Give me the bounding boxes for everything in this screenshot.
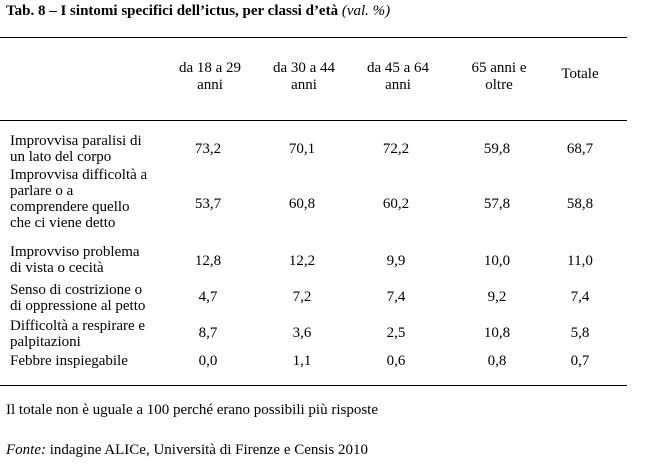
table-cell: 53,7: [194, 196, 222, 212]
table-cell: 7,2: [292, 289, 312, 305]
table-cell: 73,2: [194, 141, 222, 157]
row-label-costrizione-petto: Senso di costrizione o di oppressione al petto: [10, 282, 146, 314]
bottom-rule: [0, 385, 627, 386]
table-cell: 57,8: [483, 196, 511, 212]
table-cell: 0,8: [487, 353, 507, 369]
table-cell: 7,4: [386, 289, 406, 305]
table-cell: 5,8: [570, 325, 590, 341]
top-rule: [0, 37, 627, 38]
table-cell: 11,0: [567, 253, 593, 269]
table-cell: 60,8: [288, 196, 316, 212]
table-cell: 72,2: [382, 141, 410, 157]
row-label-paralisi: Improvvisa paralisi di un lato del corpo: [10, 133, 142, 165]
col-header-45-64: da 45 a 64 anni: [366, 60, 430, 93]
table-cell: 60,2: [382, 196, 410, 212]
table-cell: 9,2: [487, 289, 507, 305]
table-cell: 1,1: [292, 353, 312, 369]
row-label-difficolta-respirare: Difficoltà a respirare e palpitazioni: [10, 318, 146, 350]
table-cell: 68,7: [566, 141, 594, 157]
table-cell: 9,9: [386, 253, 406, 269]
source-label: Fonte:: [6, 442, 46, 458]
source-note: [6, 442, 368, 459]
row-label-problema-vista: Improvviso problema di vista o cecità: [10, 244, 140, 276]
table-cell: 3,6: [292, 325, 312, 341]
table-cell: 0,0: [198, 353, 218, 369]
table-cell: 8,7: [198, 325, 218, 341]
col-header-totale: Totale: [561, 66, 599, 82]
table-cell: 12,8: [194, 253, 222, 269]
table-cell: 10,8: [483, 325, 511, 341]
table-cell: 2,5: [386, 325, 406, 341]
table-cell: 59,8: [483, 141, 511, 157]
row-label-difficolta-parlare: Improvvisa difficoltà a parlare o a comprendere quello che ci viene detto: [10, 167, 148, 231]
table-cell: 12,2: [288, 253, 316, 269]
col-header-30-44: da 30 a 44 anni: [272, 60, 336, 93]
table-title: [6, 3, 390, 20]
table-cell: 70,1: [288, 141, 316, 157]
table-cell: 58,8: [566, 196, 594, 212]
header-rule: [0, 120, 627, 121]
source-text: indagine ALICe, Università di Firenze e Censis 2010: [45, 442, 369, 458]
table-title-unit: (val. %): [341, 3, 391, 19]
table-cell: 10,0: [483, 253, 511, 269]
col-header-18-29: da 18 a 29 anni: [178, 60, 242, 93]
table-title-main: Tab. 8 – I sintomi specifici dell’ictus, per classi d’età: [6, 3, 339, 19]
table-cell: 4,7: [198, 289, 218, 305]
total-note: Il totale non è uguale a 100 perché erano possibili più risposte: [6, 402, 378, 418]
table-cell: 0,6: [386, 353, 406, 369]
col-header-65-oltre: 65 anni e oltre: [471, 60, 527, 93]
table-cell: 0,7: [570, 353, 590, 369]
row-label-febbre: Febbre inspiegabile: [10, 353, 128, 369]
table-cell: 7,4: [570, 289, 590, 305]
